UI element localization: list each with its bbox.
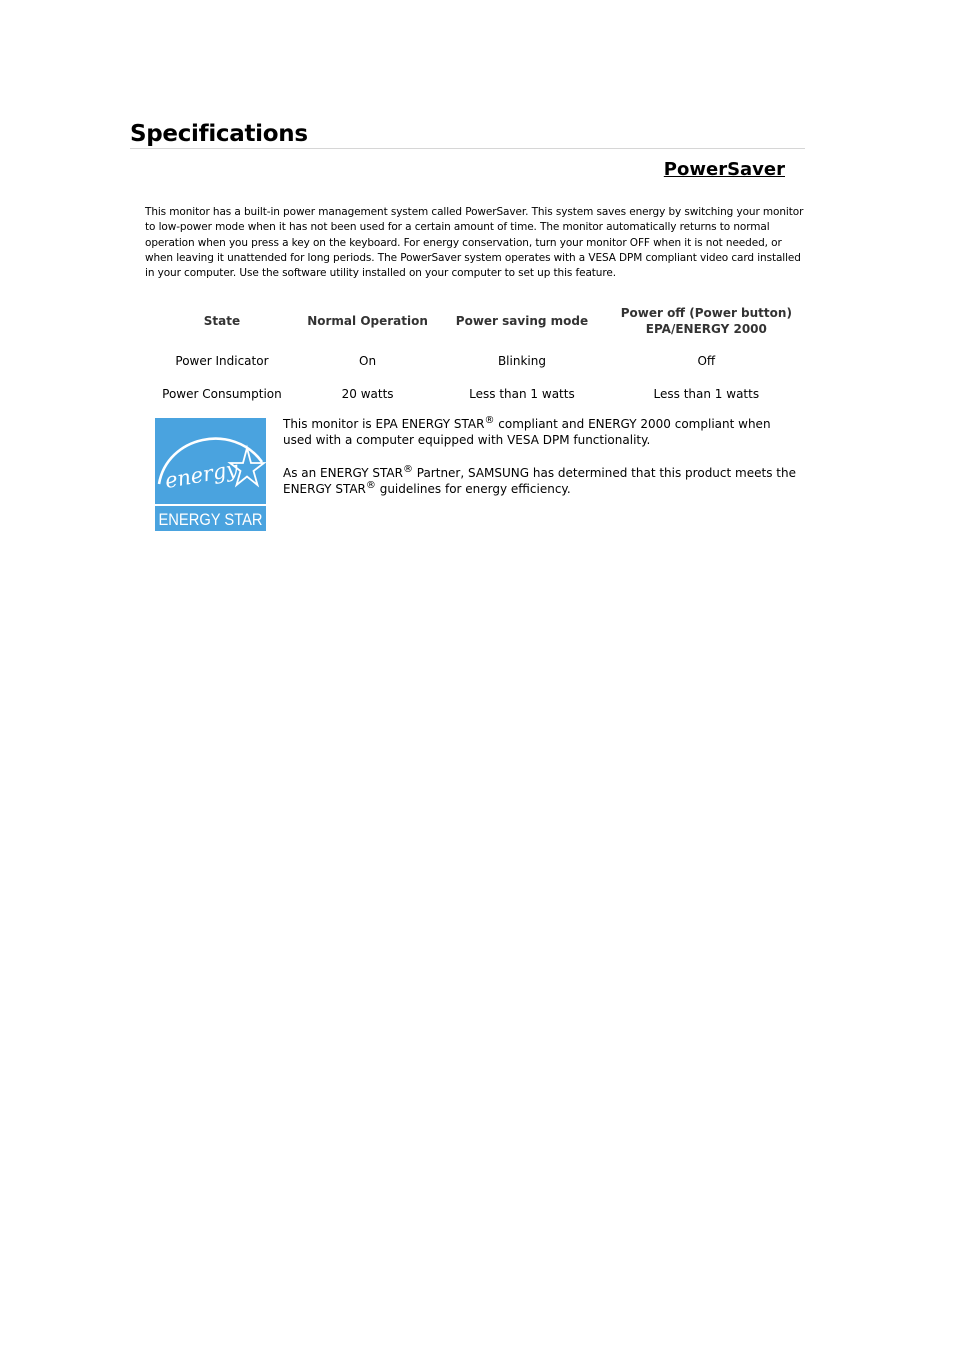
table-row	[145, 377, 805, 410]
energy-star-paragraph-2: As an ENERGY STAR® Partner, SAMSUNG has determined that this product meets the ENERGY STAR® guidelines for energy efficiency.	[283, 464, 796, 496]
cell-state: Power Consumption	[162, 386, 282, 401]
table-header-row	[145, 298, 805, 344]
cell-off: Less than 1 watts	[653, 386, 760, 401]
page-title: Specifications	[130, 121, 308, 147]
registered-mark: ®	[402, 464, 413, 475]
cell-state: Power Indicator	[175, 353, 269, 368]
energy-star-text	[283, 417, 803, 497]
logo-separator	[155, 504, 266, 506]
energy-star-logo	[155, 418, 266, 531]
header-power-off	[608, 298, 805, 344]
cell-normal: 20 watts	[341, 386, 394, 401]
logo-label: ENERGY STAR	[158, 511, 263, 529]
table-row	[145, 344, 805, 377]
header-normal-operation: Normal Operation	[307, 314, 428, 328]
registered-mark: ®	[365, 479, 376, 491]
cell-normal: On	[359, 353, 377, 368]
header-power-off-line2: EPA/ENERGY 2000	[645, 322, 767, 336]
section-title: PowerSaver	[663, 159, 785, 180]
header-power-saving-mode: Power saving mode	[455, 314, 589, 328]
cell-saving: Less than 1 watts	[469, 386, 575, 401]
energy-star-paragraph-1: This monitor is EPA ENERGY STAR® compliant and ENERGY 2000 compliant when used with a computer equipped with VESA DPM functionality.	[283, 415, 771, 447]
header-state: State	[203, 314, 241, 328]
cell-saving: Blinking	[497, 353, 546, 368]
logo-script: energy	[163, 456, 240, 494]
intro-paragraph: This monitor has a built-in power management system called PowerSaver. This system saves energy by switching your monitor to low-power mode when it has not been used for a certain amount of time. The monitor automatically returns to normal operation when you press a key on the keyboard. For energy conservation, turn your monitor OFF when it is not needed, or when leaving it unattended for long periods. The PowerSaver system operates with a VESA DPM compliant video card installed in your computer. Use the software utility installed on your computer to set up this feature.	[145, 206, 804, 280]
power-table	[145, 298, 805, 410]
cell-off: Off	[697, 353, 716, 368]
header-power-off-line1: Power off (Power button)	[620, 306, 792, 320]
title-divider	[130, 148, 805, 149]
registered-mark: ®	[484, 415, 495, 426]
